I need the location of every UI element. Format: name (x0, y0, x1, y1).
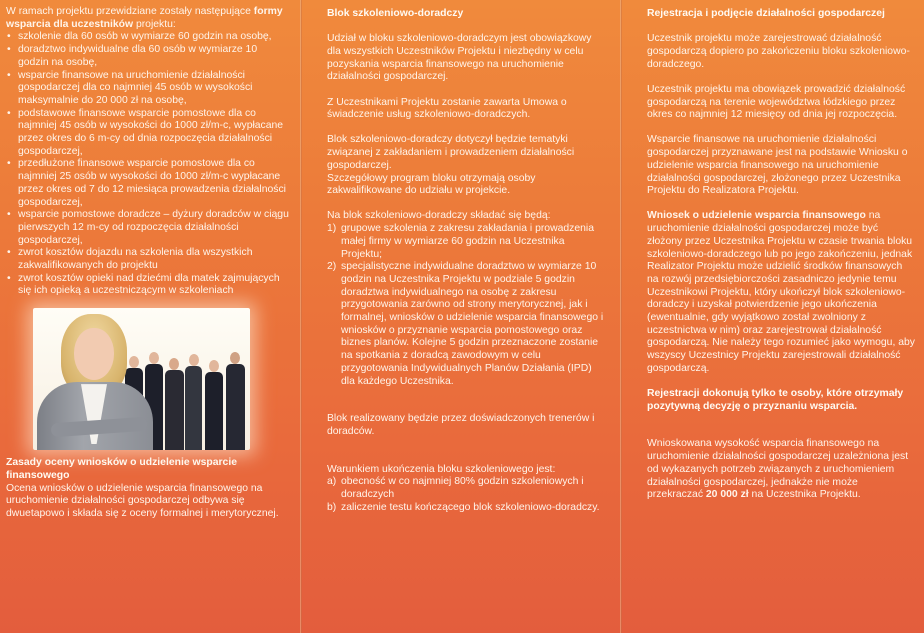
intro-end: projektu: (135, 18, 176, 30)
list-item: • przedłużone finansowe wsparcie pomostowe dla co najmniej 25 osób w wysokości do 1000 zł/m-c wypłacane przez okres od 7 do 12 miesiąca prowadzenia działalności gospodarczej, (6, 158, 290, 209)
amount-bold: 20 000 zł (705, 489, 749, 501)
list-item (327, 476, 608, 501)
training-p2: Z Uczestnikami Projektu zostanie zawarta Umowa o świadczenie usług szkoleniowo-doradczych. (327, 96, 567, 121)
training-p3b: Szczegółowy program bloku otrzymają osoby zakwalifikowane do udziału w projekcie. (327, 172, 536, 197)
column-registration (622, 0, 924, 633)
list-item-text: specjalistyczne indywidualne doradztwo w wymiarze 10 godzin na Uczestnika Projektu w podziale 5 godzin doradztwa indywidualnego na osobę z zakresu przygotowania zarówno od strony merytorycznej, jak i formalnej, wniosków o udzielenie wsparcia finansowego i wniosków o przyznanie wsparcia pomostowego oraz biznes planów. Kolejne 5 godzin przeznaczone zostanie na spotkania z doradcą zawodowym w celu przygotowania Indywidualnych Planów Działania (IPD) dla każdego Uczestnika. (341, 261, 604, 387)
list-marker: 1) (327, 223, 337, 235)
list-item: • wsparcie pomostowe doradcze – dyżury doradców w ciągu pierwszych 12 m-cy od rozpoczęcia działalności gospodarczej, (6, 209, 290, 247)
application-text: na uruchomienie działalności gospodarczej może być złożony przez Uczestnika Projektu w czasie trwania bloku szkoleniowo-doradczego lub po jego zakończeniu, jednak Realizator Projektu może udzielić środków finansowych na rozwój przedsiębiorczości zasadniczo jedynie temu Uczestnikowi Projektu, który ukończył blok szkoleniowo-doradczy i uzyskał potwierdzenie jego ukończenia (ewentualnie, gdy wyjątkowo został zwolniony z uczestnictwa w nim) oraz zarejestrował działalność gospodarczą. Nie należy tego rozumieć jako wymogu, aby wszyscy Uczestnicy Projektu zarejestrowali działalność gospodarczą. (647, 210, 915, 374)
list-item: • wsparcie finansowe na uruchomienie działalności gospodarczej dla co najmniej 45 osób w wysokości maksymalnie do 20 000 zł na osobę, (6, 70, 290, 108)
list-item: • zwrot kosztów opieki nad dziećmi dla matek zajmujących się ich opieką a uczestniczącym w szkoleniach (6, 273, 290, 298)
evaluation-heading: Zasady oceny wniosków o udzielenie wsparcie finansowego (6, 457, 237, 481)
registration-heading: Rejestracja i podjęcie działalności gospodarczej (647, 8, 885, 19)
column-training-block (302, 0, 620, 633)
support-forms-list (6, 31, 290, 298)
registration-note: Rejestracji dokonują tylko te osoby, które otrzymały pozytywną decyzję o przyznaniu wsparcia. (647, 388, 904, 412)
list-item-text: zaliczenie testu kończącego blok szkoleniowo-doradczy. (341, 501, 600, 513)
application-bold: Wniosek o udzielenie wsparcia finansowego (647, 210, 866, 222)
column-support-forms (0, 0, 300, 633)
list-marker: a) (327, 476, 337, 488)
registration-p4 (647, 210, 916, 375)
registration-p6 (647, 438, 916, 502)
training-p4: Na blok szkoleniowo-doradczy składać się będą: (327, 210, 551, 222)
list-marker: 2) (327, 261, 337, 273)
list-item: • zwrot kosztów dojazdu na szkolenia dla wszystkich zakwalifikowanych do projektu (6, 247, 290, 272)
list-item: • doradztwo indywidualne dla 60 osób w wymiarze 10 godzin na osobę, (6, 44, 290, 69)
list-item: • podstawowe finansowe wsparcie pomostowe dla co najmniej 45 osób w wysokości do 1000 zł/m-c, wypłacane przez okres do 6 m-cy od dnia rozpoczęcia działalności gospodarczej, (6, 108, 290, 159)
registration-p2: Uczestnik projektu ma obowiązek prowadzić działalność gospodarczą na terenie województwa łódzkiego przez okres co najmniej 12 miesięcy od dnia jej rozpoczęcia. (647, 83, 906, 121)
business-people-photo (33, 308, 250, 450)
amount-end: na Uczestnika Projektu. (751, 489, 861, 501)
woman-face (74, 328, 114, 380)
list-item-text: obecność w co najmniej 80% godzin szkoleniowych i doradczych (341, 476, 584, 501)
intro-bold: formy wsparcia dla uczestników (6, 6, 283, 30)
training-components-list (327, 223, 608, 388)
evaluation-text: Ocena wniosków o udzielenie wsparcia finansowego na uruchomienie działalności gospodarczej odbywa się dwuetapowo i składa się z oceny formalnej i merytorycznej. (6, 482, 279, 519)
list-item (327, 261, 608, 388)
training-p6: Warunkiem ukończenia bloku szkoleniowego jest: (327, 463, 556, 475)
amount-text: Wnioskowana wysokość wsparcia finansowego na uruchomienie działalności gospodarczej uzależniona jest od wykazanych potrzeb związanych z uruchomieniem działalności gospodarczej, jednakże nie może przekraczać (647, 438, 909, 501)
intro-lead: W ramach projektu przewidziane zostały następujące (6, 6, 251, 17)
list-item (327, 223, 608, 261)
registration-p3: Wsparcie finansowe na uruchomienie działalności gospodarczej przyznawane jest na podstawie Wniosku o udzielenie wsparcia finansowego na uruchomienie działalności gospodarczej, złożonego przez Uczestnika Projektu do Realizatora Projektu. (647, 134, 908, 197)
list-item (327, 502, 608, 515)
registration-p1: Uczestnik projektu może zarejestrować działalność gospodarczą dopiero po zakończeniu bloku szkoleniowo-doradczego. (647, 33, 910, 70)
training-p3: Blok szkoleniowo-doradczy dotyczył będzie tematyki związanej z zakładaniem i prowadzeniem działalności gospodarczej. (327, 134, 575, 171)
list-item: • szkolenie dla 60 osób w wymiarze 60 godzin na osobę, (6, 31, 290, 44)
training-block-heading: Blok szkoleniowo-doradczy (327, 8, 464, 19)
list-marker: b) (327, 501, 337, 513)
training-p1: Udział w bloku szkoleniowo-doradczym jest obowiązkowy dla wszystkich Uczestników Projektu i niezbędny w celu pozyskania wsparcia finansowego na uruchomienie działalności gospodarczej. (327, 33, 592, 83)
training-p5: Blok realizowany będzie przez doświadczonych trenerów i doradców. (327, 413, 595, 437)
completion-conditions-list (327, 476, 608, 514)
list-item-text: grupowe szkolenia z zakresu zakładania i prowadzenia małej firmy w wymiarze 60 godzin na Uczestnika Projektu; (341, 223, 594, 260)
intro-text (6, 6, 290, 31)
